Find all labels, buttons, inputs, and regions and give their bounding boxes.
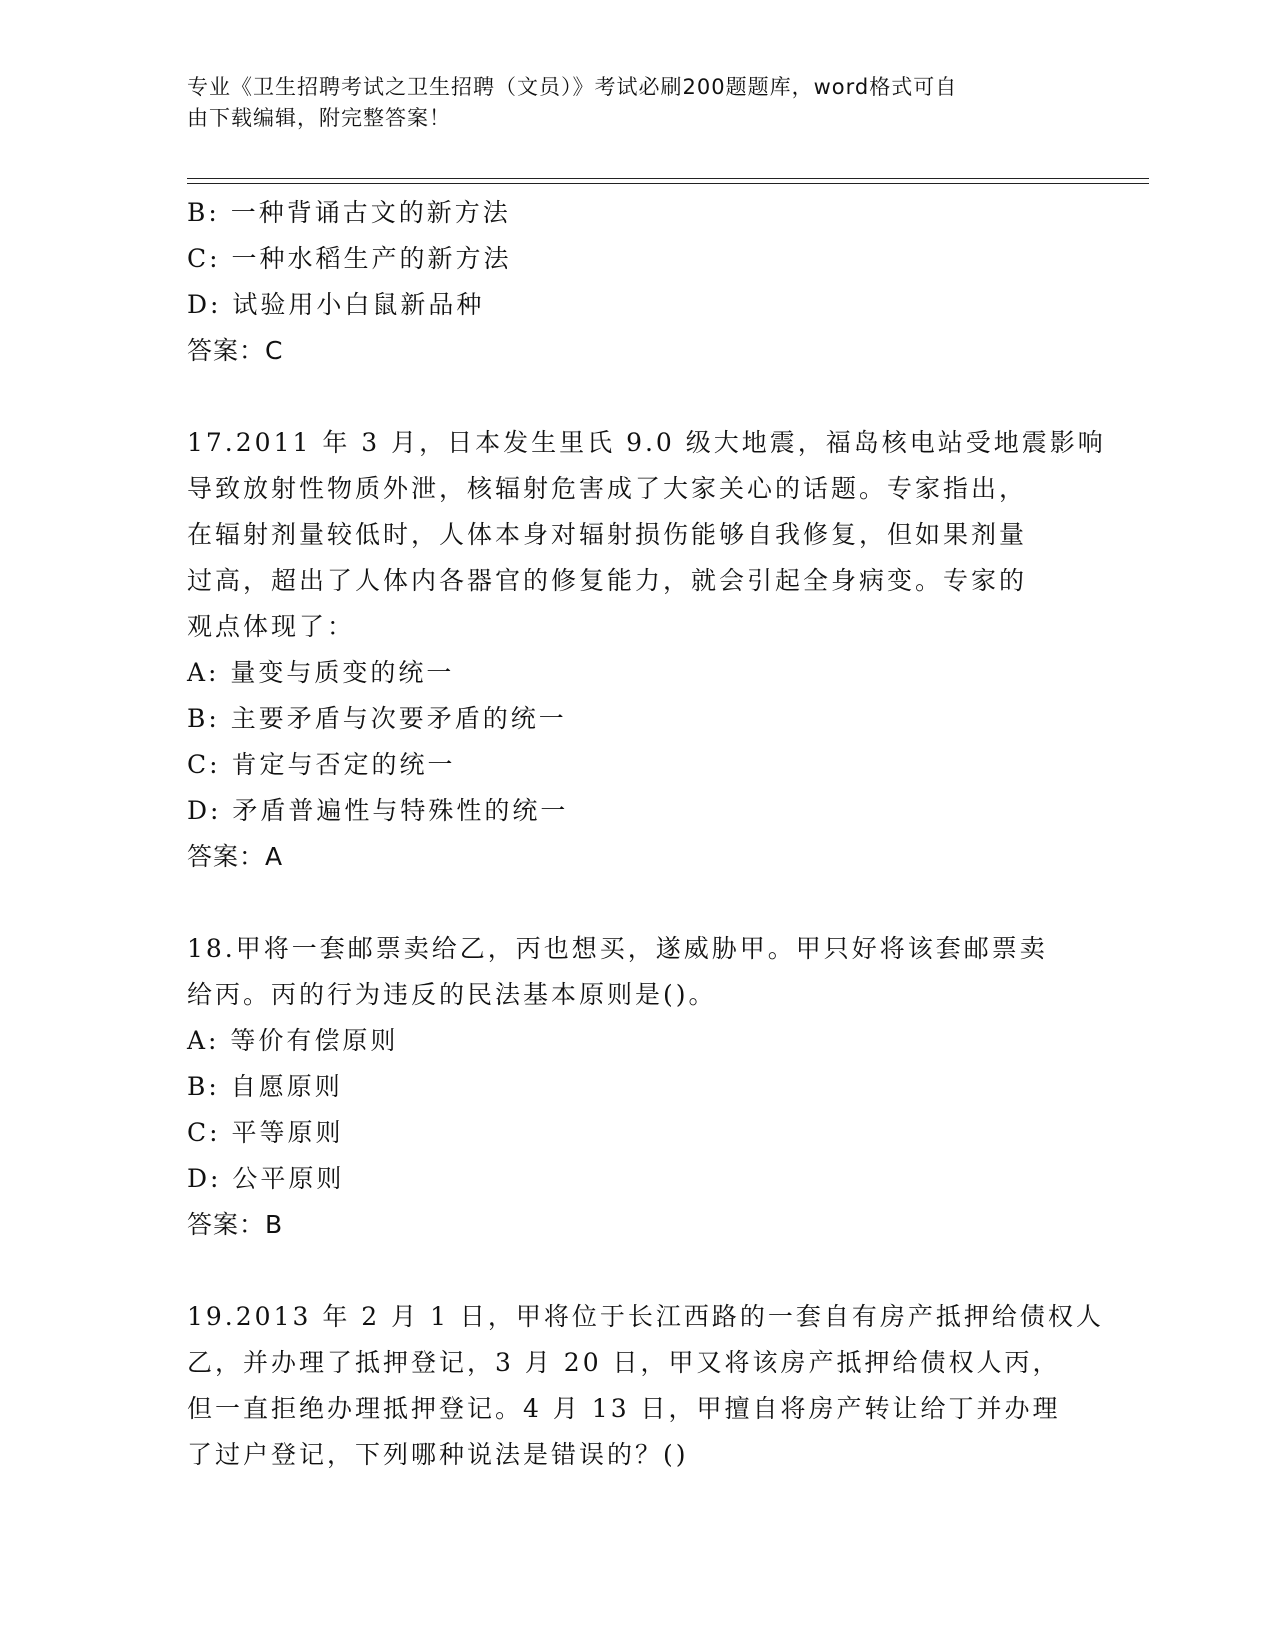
question-list <box>187 190 1107 1478</box>
spacer <box>187 1248 1107 1294</box>
option-b: B: 主要矛盾与次要矛盾的统一 <box>187 704 567 733</box>
option-c: C: 一种水稻生产的新方法 <box>187 244 512 273</box>
header-line-2: 由下载编辑，附完整答案！ <box>187 106 451 130</box>
question-19-block <box>187 1294 1107 1478</box>
answer-line: 答案：C <box>187 336 284 365</box>
spacer <box>187 374 1107 420</box>
question-stem-line: 导致放射性物质外泄，核辐射危害成了大家关心的话题。专家指出， <box>187 474 1028 503</box>
option-c: C: 平等原则 <box>187 1118 344 1147</box>
header-line-1: 专业《卫生招聘考试之卫生招聘（文员）》考试必刷200题题库，word格式可自 <box>187 75 958 99</box>
question-stem-line: 19.2013 年 2 月 1 日，甲将位于长江西路的一套自有房产抵押给债权人 <box>187 1302 1104 1331</box>
header-divider-bottom <box>187 183 1149 184</box>
question-18-block <box>187 926 1107 1248</box>
question-stem-line: 观点体现了： <box>187 612 356 641</box>
option-d: D: 试验用小白鼠新品种 <box>187 290 485 319</box>
question-stem-line: 给丙。丙的行为违反的民法基本原则是()。 <box>187 980 717 1009</box>
question-stem-line: 了过户登记，下列哪种说法是错误的？() <box>187 1440 689 1469</box>
question-stem-line: 过高，超出了人体内各器官的修复能力，就会引起全身病变。专家的 <box>187 566 1028 595</box>
question-stem-line: 17.2011 年 3 月，日本发生里氏 9.0 级大地震，福岛核电站受地震影响 <box>187 428 1106 457</box>
answer-line: 答案：B <box>187 1210 284 1239</box>
option-a: A: 等价有偿原则 <box>187 1026 399 1055</box>
question-stem-line: 乙，并办理了抵押登记，3 月 20 日，甲又将该房产抵押给债权人丙， <box>187 1348 1061 1377</box>
document-header <box>187 72 1087 134</box>
question-stem-line: 18.甲将一套邮票卖给乙，丙也想买，遂威胁甲。甲只好将该套邮票卖 <box>187 934 1048 963</box>
option-b: B: 一种背诵古文的新方法 <box>187 198 511 227</box>
answer-line: 答案：A <box>187 842 284 871</box>
spacer <box>187 880 1107 926</box>
question-stem-line: 但一直拒绝办理抵押登记。4 月 13 日，甲擅自将房产转让给丁并办理 <box>187 1394 1061 1423</box>
header-divider-top <box>187 178 1149 179</box>
option-c: C: 肯定与否定的统一 <box>187 750 456 779</box>
option-d: D: 矛盾普遍性与特殊性的统一 <box>187 796 569 825</box>
option-a: A: 量变与质变的统一 <box>187 658 455 687</box>
question-16-block <box>187 190 1107 374</box>
question-17-block <box>187 420 1107 880</box>
option-b: B: 自愿原则 <box>187 1072 343 1101</box>
option-d: D: 公平原则 <box>187 1164 345 1193</box>
question-stem-line: 在辐射剂量较低时，人体本身对辐射损伤能够自我修复，但如果剂量 <box>187 520 1028 549</box>
